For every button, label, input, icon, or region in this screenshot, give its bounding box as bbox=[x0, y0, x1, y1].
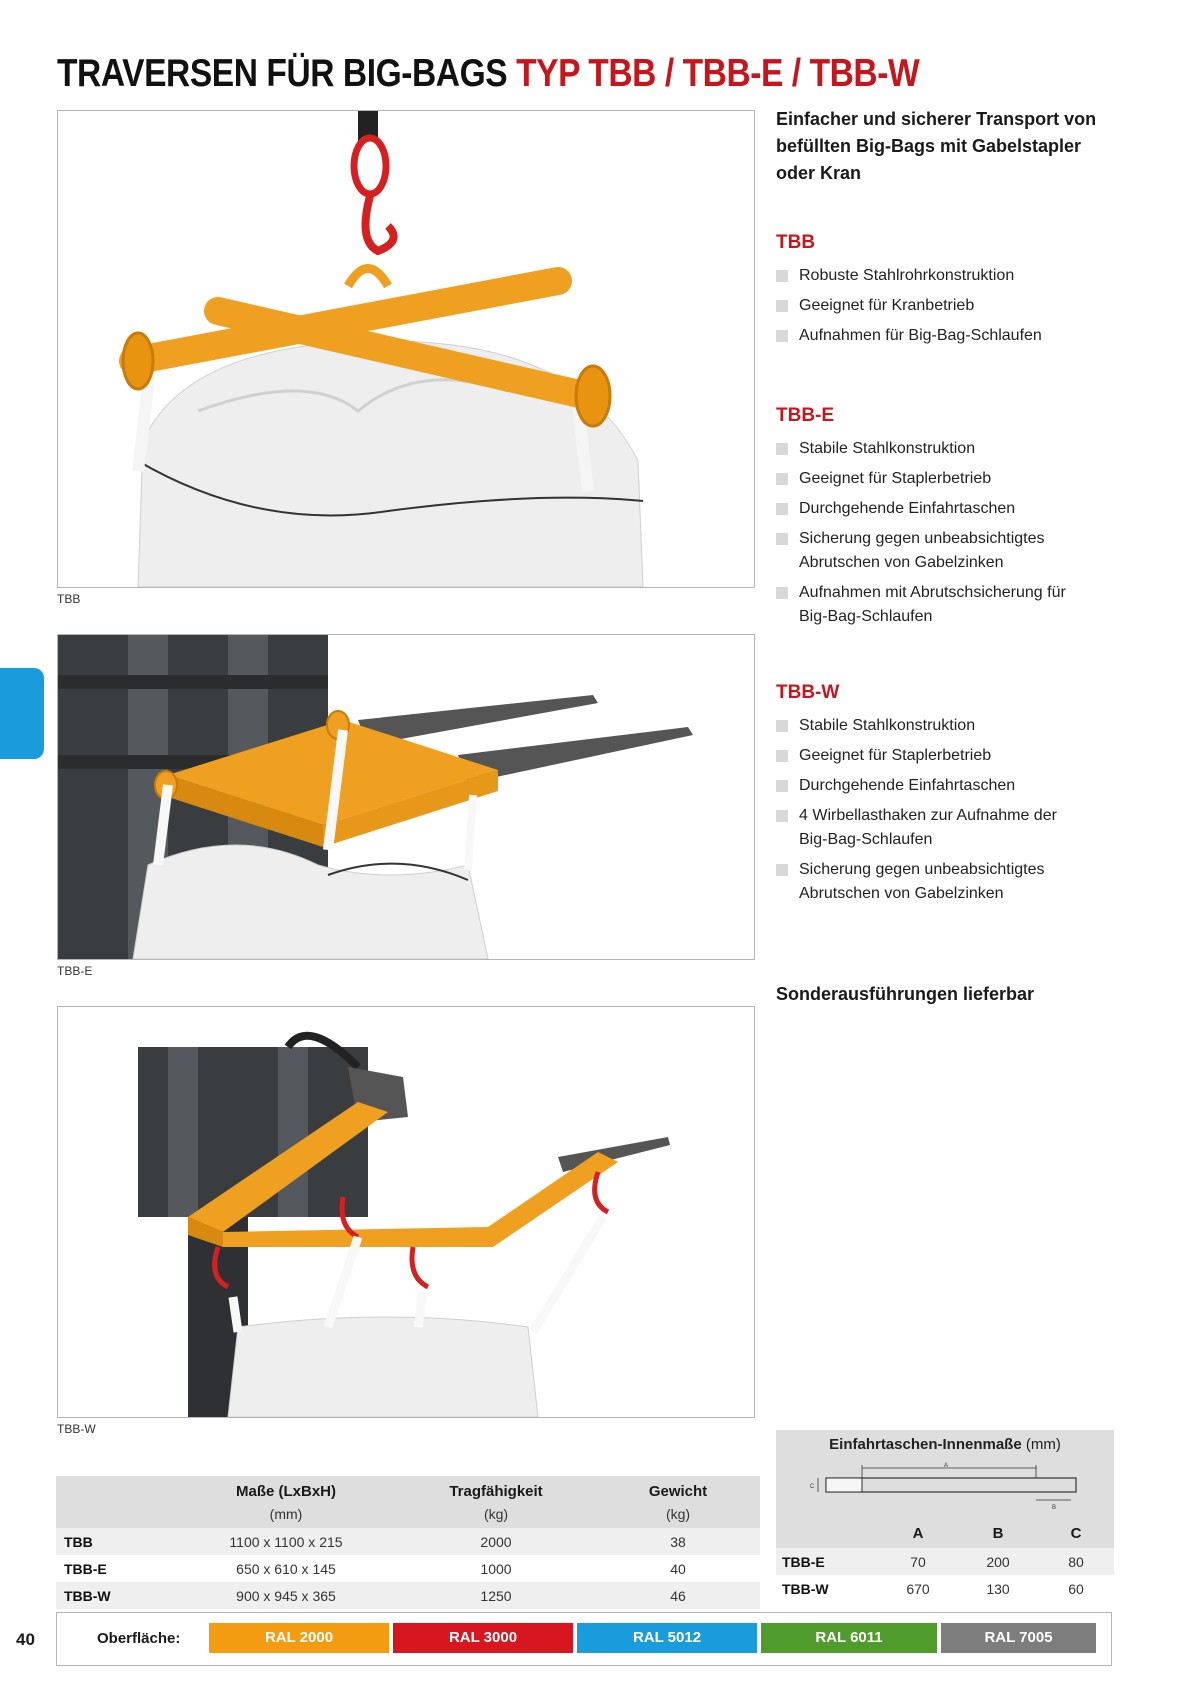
color-swatch: RAL 7005 bbox=[941, 1623, 1096, 1653]
bullet-square-icon bbox=[776, 503, 788, 515]
feature-item: Geeignet für Kranbetrieb bbox=[776, 294, 1076, 318]
feature-item: Durchgehende Einfahrtaschen bbox=[776, 497, 1076, 521]
surface-color-bar bbox=[56, 1612, 1112, 1666]
table-row: A B C bbox=[912, 1524, 1082, 1542]
color-swatch: RAL 6011 bbox=[761, 1623, 937, 1653]
header-cell bbox=[56, 1476, 176, 1528]
bullet-square-icon bbox=[776, 810, 788, 822]
photo-tbb-w-illustration bbox=[58, 1007, 754, 1417]
photo-tbb bbox=[57, 110, 755, 588]
feature-item: Sicherung gegen unbeabsichtigtes Abrutschen von Gabelzinken bbox=[776, 858, 1076, 906]
feature-item: Geeignet für Staplerbetrieb bbox=[776, 467, 1076, 491]
table-row: TBB 1100 x 1100 x 215 2000 38 bbox=[56, 1528, 760, 1555]
photo-tbb-w bbox=[57, 1006, 755, 1418]
photo-tbb-e bbox=[57, 634, 755, 960]
spec-table-header bbox=[56, 1476, 760, 1528]
pocket-dimensions-table bbox=[776, 1518, 1114, 1602]
header-cell: Gewicht (kg) bbox=[596, 1476, 760, 1528]
surface-label: Oberfläche: bbox=[97, 1630, 181, 1647]
feature-item: Aufnahmen für Big-Bag-Schlaufen bbox=[776, 324, 1076, 348]
color-swatch: RAL 2000 bbox=[209, 1623, 389, 1653]
table-row: TBB-W 900 x 945 x 365 1250 46 bbox=[56, 1582, 760, 1609]
feature-item: Geeignet für Staplerbetrieb bbox=[776, 744, 1076, 768]
spec-table bbox=[56, 1476, 760, 1609]
feature-item: Stabile Stahlkonstruktion bbox=[776, 437, 1076, 461]
color-swatch: RAL 5012 bbox=[577, 1623, 757, 1653]
bullet-square-icon bbox=[776, 330, 788, 342]
bullet-square-icon bbox=[776, 443, 788, 455]
diagram-label-c: C bbox=[809, 1484, 815, 1490]
bullet-square-icon bbox=[776, 750, 788, 762]
photo-caption-tbb-e: TBB-E bbox=[57, 964, 93, 978]
page-number: 40 bbox=[16, 1630, 35, 1649]
section-heading: TBB-W bbox=[776, 682, 840, 703]
diagram-label-a: A bbox=[943, 1463, 949, 1469]
section-heading: TBB bbox=[776, 232, 816, 253]
intro-text: Einfacher und sicherer Transport von befüllten Big-Bags mit Gabelstapler oder Kran bbox=[776, 109, 1097, 183]
bullet-square-icon bbox=[776, 780, 788, 792]
header-cell: Tragfähigkeit (kg) bbox=[396, 1476, 596, 1528]
bullet-square-icon bbox=[776, 533, 788, 545]
photo-caption-tbb-w: TBB-W bbox=[57, 1422, 96, 1436]
feature-item: Stabile Stahlkonstruktion bbox=[776, 714, 1076, 738]
bullet-square-icon bbox=[776, 270, 788, 282]
diagram-label-b: B bbox=[1051, 1505, 1057, 1511]
color-swatch: RAL 3000 bbox=[393, 1623, 573, 1653]
bullet-square-icon bbox=[776, 473, 788, 485]
feature-item: Aufnahmen mit Abrutschsicherung für Big-Bag-Schlaufen bbox=[776, 581, 1076, 629]
section-heading: TBB-E bbox=[776, 405, 835, 426]
feature-item: Robuste Stahlrohrkonstruktion bbox=[776, 264, 1076, 288]
table-row: TBB-E 70 200 80 bbox=[776, 1548, 1114, 1575]
feature-item: 4 Wirbellasthaken zur Aufnahme der Big-Bag-Schlaufen bbox=[776, 804, 1076, 852]
photo-caption-tbb: TBB bbox=[57, 592, 81, 606]
pocket-dimensions-title: Einfahrtaschen-Innenmaße (mm) bbox=[829, 1436, 1061, 1453]
feature-item: Durchgehende Einfahrtaschen bbox=[776, 774, 1076, 798]
bullet-square-icon bbox=[776, 864, 788, 876]
title-part-2: TYP TBB / TBB-E / TBB-W bbox=[516, 52, 920, 95]
pocket-dimensions-box bbox=[776, 1430, 1114, 1595]
feature-list bbox=[776, 437, 1076, 629]
header-cell: Maße (LxBxH) (mm) bbox=[176, 1476, 396, 1528]
chapter-tab-marker bbox=[0, 668, 44, 759]
section-tbb-w bbox=[776, 682, 1076, 912]
section-tbb bbox=[776, 232, 1076, 354]
title-part-1: TRAVERSEN FÜR BIG-BAGS bbox=[57, 52, 517, 95]
section-tbb-e bbox=[776, 405, 1076, 635]
fork-pocket-diagram bbox=[796, 1462, 1096, 1514]
photo-tbb-illustration bbox=[58, 111, 754, 587]
feature-list bbox=[776, 714, 1076, 906]
feature-item: Sicherung gegen unbeabsichtigtes Abrutschen von Gabelzinken bbox=[776, 527, 1076, 575]
photo-tbb-e-illustration bbox=[58, 635, 754, 959]
bullet-square-icon bbox=[776, 587, 788, 599]
feature-list bbox=[776, 264, 1076, 348]
page-title bbox=[57, 52, 919, 96]
bullet-square-icon bbox=[776, 720, 788, 732]
bullet-square-icon bbox=[776, 300, 788, 312]
table-row: TBB-E 650 x 610 x 145 1000 40 bbox=[64, 1560, 686, 1577]
special-versions-note: Sonderausführungen lieferbar bbox=[776, 984, 1035, 1004]
table-row: TBB-W 670 130 60 bbox=[782, 1580, 1084, 1597]
